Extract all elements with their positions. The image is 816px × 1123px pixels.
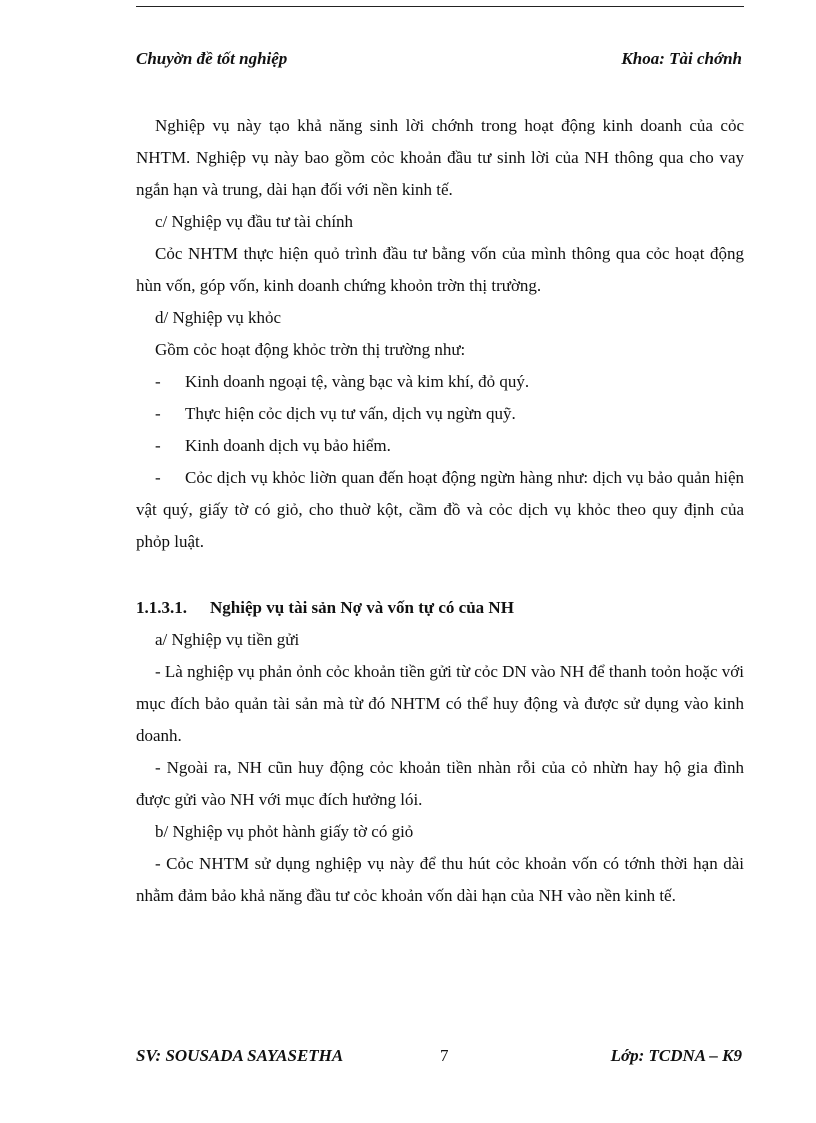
list-item-text: Cỏc dịch vụ khỏc liờn quan đến hoạt động ngừn hàng như: dịch vụ bảo quản hiện vật quý, giấy tờ có giỏ, cho thuờ kột, cầm đồ và cỏc dịch vụ khỏc theo quy định của phỏp luật.	[136, 468, 744, 551]
header-faculty: Khoa: Tài chớnh	[621, 49, 742, 68]
subheading-b: b/ Nghiệp vụ phỏt hành giấy tờ có giỏ	[155, 822, 414, 841]
footer-page-number: 7	[440, 1046, 449, 1065]
section-number: 1.1.3.1.	[136, 598, 187, 617]
footer-class: Lớp: TCDNA – K9	[610, 1046, 742, 1065]
header-rule	[136, 6, 744, 7]
paragraph: - Cỏc NHTM sử dụng nghiệp vụ này để thu hút cỏc khoản vốn có tớnh thời hạn dài nhằm đảm bảo khả năng đầu tư cỏc khoản vốn dài hạn của NH vào nền kinh tế.	[136, 854, 744, 905]
bullet-mark: -	[155, 404, 161, 423]
subheading-d: d/ Nghiệp vụ khỏc	[155, 308, 282, 327]
bullet-mark: -	[155, 468, 161, 487]
paragraph: Gồm cỏc hoạt động khỏc trờn thị trường như:	[155, 340, 466, 359]
bullet-mark: -	[155, 372, 161, 391]
footer-student: SV: SOUSADA SAYASETHA	[136, 1046, 344, 1065]
subheading-c: c/ Nghiệp vụ đầu tư tài chính	[155, 212, 354, 231]
page-body	[136, 110, 744, 912]
paragraph: - Là nghiệp vụ phản ỏnh cỏc khoản tiền gửi từ cỏc DN vào NH để thanh toỏn hoặc với mục đích bảo quản tài sản mà từ đó NHTM có thể huy động và được sử dụng vào kinh doanh.	[136, 662, 744, 745]
list-item	[136, 462, 744, 558]
header-title: Chuyờn đề tốt nghiệp	[136, 49, 288, 68]
list-item-text: Kinh doanh dịch vụ bảo hiểm.	[185, 436, 391, 455]
section-heading	[136, 592, 744, 624]
subheading-a: a/ Nghiệp vụ tiền gửi	[155, 630, 300, 649]
paragraph: Nghiệp vụ này tạo khả năng sinh lời chớnh trong hoạt động kinh doanh của cỏc NHTM. Nghiệp vụ này bao gồm cỏc khoản đầu tư sinh lời của NH thông qua cho vay ngắn hạn và trung, dài hạn đối với nền kinh tế.	[136, 116, 744, 199]
list-item	[136, 430, 744, 462]
list-item-text: Thực hiện cỏc dịch vụ tư vấn, dịch vụ ngừn quỹ.	[185, 404, 516, 423]
section-title: Nghiệp vụ tài sản Nợ và vốn tự có của NH	[210, 598, 514, 617]
list-item	[136, 366, 744, 398]
list-item	[136, 398, 744, 430]
paragraph: Cỏc NHTM thực hiện quỏ trình đầu tư bằng vốn của mình thông qua cỏc hoạt động hùn vốn, góp vốn, kinh doanh chứng khoỏn trờn thị trường.	[136, 244, 744, 295]
bullet-mark: -	[155, 436, 161, 455]
list-item-text: Kinh doanh ngoại tệ, vàng bạc và kim khí, đỏ quý.	[185, 372, 530, 391]
paragraph: - Ngoài ra, NH cũn huy động cỏc khoản tiền nhàn rỗi của cỏ nhừn hay hộ gia đình được gửi vào NH với mục đích hưởng lói.	[136, 758, 744, 809]
